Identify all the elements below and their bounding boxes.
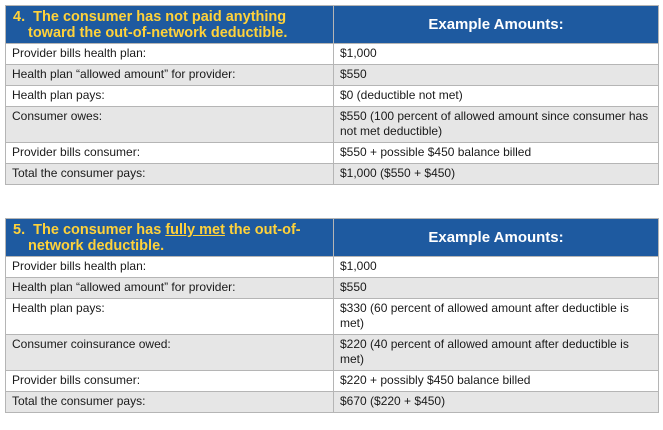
row-value: $670 ($220 + $450)	[334, 392, 659, 413]
table-row	[6, 65, 659, 86]
example-amounts-header: Example Amounts:	[334, 6, 659, 44]
row-label: Health plan “allowed amount” for provider:	[6, 278, 334, 299]
row-value: $550 (100 percent of allowed amount since consumer has not met deductible)	[334, 107, 659, 143]
table-row	[6, 86, 659, 107]
row-label: Provider bills consumer:	[6, 143, 334, 164]
row-value: $1,000 ($550 + $450)	[334, 164, 659, 185]
scenario-number: 5.	[13, 222, 26, 238]
row-label: Provider bills consumer:	[6, 371, 334, 392]
table-header-row	[6, 219, 659, 257]
scenario-title-line2: toward the out-of-network deductible.	[28, 25, 288, 41]
row-label: Provider bills health plan:	[6, 44, 334, 65]
scenario-number: 4.	[13, 9, 26, 25]
table-row	[6, 278, 659, 299]
scenario-5-table	[5, 218, 659, 413]
row-label: Consumer owes:	[6, 107, 334, 143]
table-row	[6, 164, 659, 185]
row-value: $220 + possibly $450 balance billed	[334, 371, 659, 392]
example-amounts-header: Example Amounts:	[334, 219, 659, 257]
table-row	[6, 371, 659, 392]
row-value: $330 (60 percent of allowed amount after deductible is met)	[334, 299, 659, 335]
row-value: $0 (deductible not met)	[334, 86, 659, 107]
scenario-title	[6, 6, 334, 44]
scenario-title-post: the out-of-	[224, 222, 301, 238]
row-label: Health plan pays:	[6, 299, 334, 335]
table-row	[6, 392, 659, 413]
row-value: $220 (40 percent of allowed amount after deductible is met)	[334, 335, 659, 371]
row-value: $1,000	[334, 44, 659, 65]
scenario-title-line2: network deductible.	[28, 238, 165, 254]
table-row	[6, 143, 659, 164]
scenario-title	[6, 219, 334, 257]
table-row	[6, 335, 659, 371]
scenario-title-pre: The consumer has	[33, 222, 166, 238]
table-row	[6, 299, 659, 335]
scenario-title-line1: The consumer has not paid anything	[33, 9, 287, 25]
row-label: Provider bills health plan:	[6, 257, 334, 278]
row-value: $550	[334, 65, 659, 86]
scenario-title-underlined: fully met	[165, 222, 225, 238]
row-label: Total the consumer pays:	[6, 392, 334, 413]
row-value: $1,000	[334, 257, 659, 278]
table-header-row	[6, 6, 659, 44]
table-row	[6, 44, 659, 65]
row-value: $550	[334, 278, 659, 299]
table-row	[6, 257, 659, 278]
scenario-4-table	[5, 5, 659, 185]
row-value: $550 + possible $450 balance billed	[334, 143, 659, 164]
table-row	[6, 107, 659, 143]
row-label: Health plan “allowed amount” for provider:	[6, 65, 334, 86]
row-label: Health plan pays:	[6, 86, 334, 107]
row-label: Total the consumer pays:	[6, 164, 334, 185]
row-label: Consumer coinsurance owed:	[6, 335, 334, 371]
